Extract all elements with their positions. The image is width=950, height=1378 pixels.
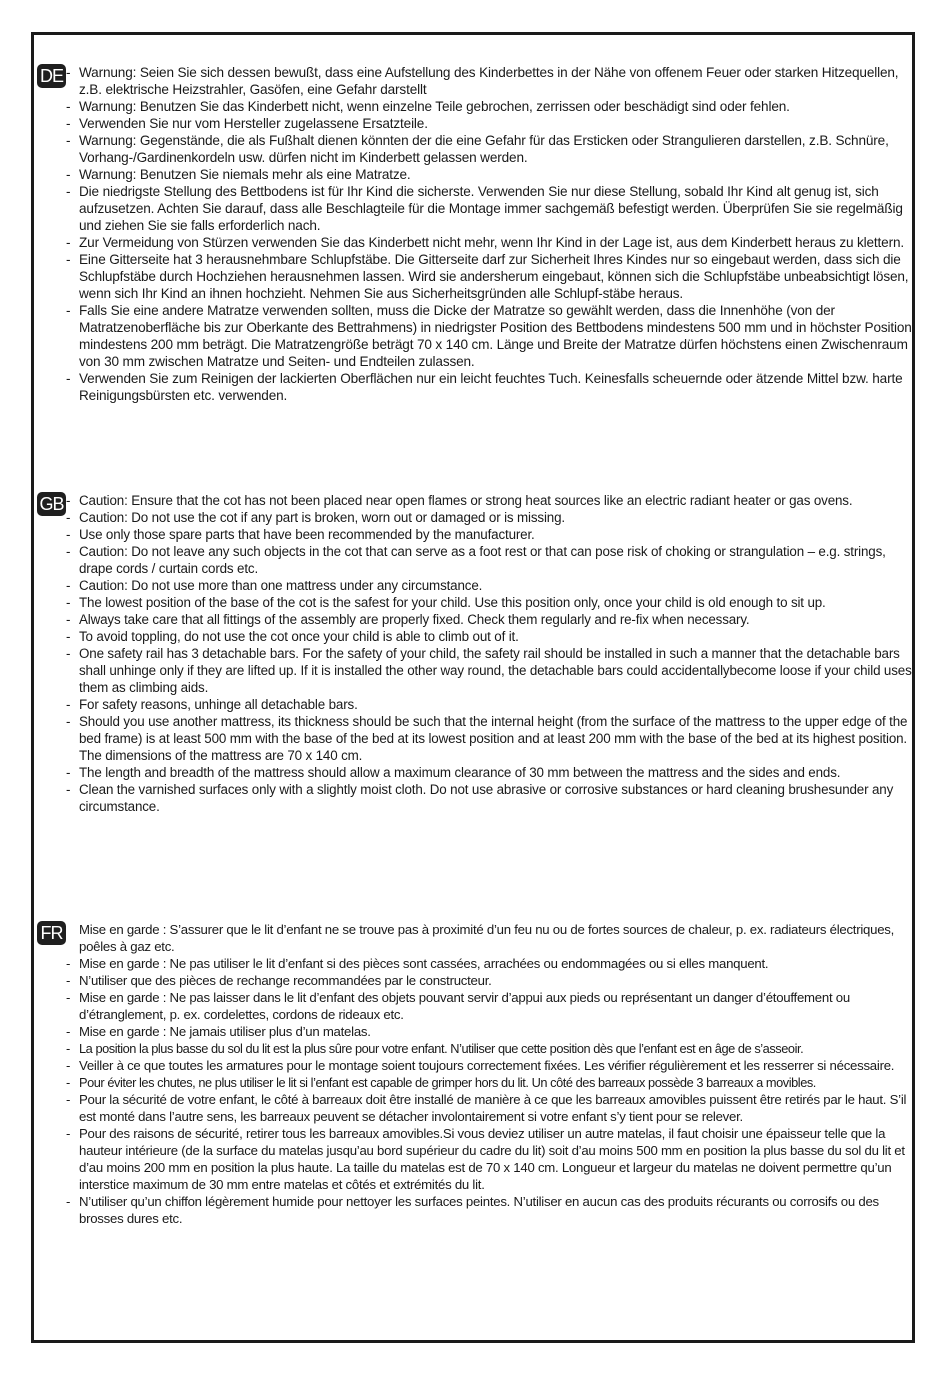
list-item: - Verwenden Sie zum Reinigen der lackierten Oberflächen nur ein leicht feuchtes Tuch. Keinesfalls scheuernde oder ätzende Mittel bzw. harte Reinigungsbürsten etc. verwenden. — [79, 370, 914, 404]
list-item: - Pour éviter les chutes, ne plus utiliser le lit si l’enfant est capable de grimper hors du lit. Un côté des barreaux possède 3 barreaux a movibles. — [79, 1074, 914, 1091]
list-item: - Warnung: Benutzen Sie das Kinderbett nicht, wenn einzelne Teile gebrochen, zerrissen oder beschädigt sind oder fehlen. — [79, 98, 914, 115]
warning-list-gb — [37, 492, 914, 815]
list-item: - Always take care that all fittings of the assembly are properly fixed. Check them regularly and re-fix when necessary. — [79, 611, 914, 628]
list-item: Mise en garde : S’assurer que le lit d’enfant ne se trouve pas à proximité d’un feu nu ou de fortes sources de chaleur, p. ex. radiateurs électriques, poêles à gaz etc. — [79, 922, 895, 954]
list-item: - Falls Sie eine andere Matratze verwenden sollten, muss die Dicke der Matratze so gewählt werden, dass die Innenhöhe (von der Matratzenoberfläche bis zur Oberkante des Bettrahmens) in niedrigster Position des Bettbodens mindestens 500 mm und in höchster Position mindestens 200 mm beträgt. Die Matratzengröße beträgt 70 x 140 cm. Länge und Breite der Matratze dürfen höchstens einen Zwischenraum von 30 mm zwischen Matratze und Seiten- und Endteilen zulassen. — [79, 302, 914, 370]
list-item: - One safety rail has 3 detachable bars. For the safety of your child, the safety rail should be installed in such a manner that the detachable bars shall unhinge only if they are lifted up. If it is installed the other way round, the detachable bars could accidentallybecome loose if your child uses them as climbing aids. — [79, 645, 914, 696]
language-badge-fr: FR — [37, 921, 66, 945]
list-item: - Caution: Do not use the cot if any part is broken, worn out or damaged or is missing. — [79, 509, 914, 526]
list-item: - N’utiliser que des pièces de rechange recommandées par le constructeur. — [79, 972, 914, 989]
list-item: - Warnung: Gegenstände, die als Fußhalt dienen könnten der die eine Gefahr für das Ersticken oder Strangulieren darstellen, z.B. Schnüre, Vorhang-/Gardinenkordeln usw. dürfen nicht im Kinderbett gelassen werden. — [79, 132, 914, 166]
list-item: - Caution: Do not leave any such objects in the cot that can serve as a foot rest or that can pose risk of choking or strangulation – e.g. strings, drape cords / curtain cords etc. — [79, 543, 914, 577]
list-item: - Verwenden Sie nur vom Hersteller zugelassene Ersatzteile. — [79, 115, 914, 132]
list-item: - Warnung: Seien Sie sich dessen bewußt, dass eine Aufstellung des Kinderbettes in der Nähe von offenem Feuer oder starken Hitzequellen, z.B. elektrische Heizstrahler, Gasöfen, eine Gefahr darstellt — [79, 64, 914, 98]
list-item: - Warnung: Benutzen Sie niemals mehr als eine Matratze. — [79, 166, 914, 183]
list-item: - Caution: Ensure that the cot has not been placed near open flames or strong heat sources like an electric radiant heater or gas ovens. — [79, 492, 914, 509]
list-item: - Mise en garde : Ne jamais utiliser plus d’un matelas. — [79, 1023, 914, 1040]
list-item: - For safety reasons, unhinge all detachable bars. — [79, 696, 914, 713]
list-item: - La position la plus basse du sol du lit est la plus sûre pour votre enfant. N’utiliser que cette position dès que l’enfant est en âge de s’asseoir. — [79, 1040, 914, 1057]
language-badge-de: DE — [37, 64, 66, 88]
section-gb — [37, 492, 914, 815]
list-item: - Mise en garde : Ne pas utiliser le lit d’enfant si des pièces sont cassées, arrachées ou endommagées ou si elles manquent. — [79, 955, 914, 972]
list-item: - Clean the varnished surfaces only with a slightly moist cloth. Do not use abrasive or corrosive substances or hard cleaning brushesunder any circumstance. — [79, 781, 914, 815]
warning-list-fr — [37, 921, 914, 1227]
list-item: - The lowest position of the base of the cot is the safest for your child. Use this position only, once your child is old enough to sit up. — [79, 594, 914, 611]
list-item: - Zur Vermeidung von Stürzen verwenden Sie das Kinderbett nicht mehr, wenn Ihr Kind in der Lage ist, aus dem Kinderbett heraus zu klettern. — [79, 234, 914, 251]
list-item: - Eine Gitterseite hat 3 herausnehmbare Schlupfstäbe. Die Gitterseite darf zur Sicherheit Ihres Kindes nur so eingebaut werden, dass sich die Schlupfstäbe durch Hochziehen herausnehmen lassen. Wird sie andersherum eingebaut, können sich die Schlupfstäbe unbeabsichtigt lösen, wenn sich Ihr Kind an ihnen hochzieht. Nehmen Sie aus Sicherheitsgründen alle Schlupf-stäbe heraus. — [79, 251, 914, 302]
list-item: - Pour la sécurité de votre enfant, le côté à barreaux doit être installé de manière à ce que les barreaux amovibles puissent être retirés par le haut. S’il est monté dans l’autre sens, les barreaux peuvent se détacher involontairement si votre enfant s’y tient pour se relever. — [79, 1091, 914, 1125]
list-item: - Die niedrigste Stellung des Bettbodens ist für Ihr Kind die sicherste. Verwenden Sie nur diese Stellung, sobald Ihr Kind alt genug ist, sich aufzusetzen. Achten Sie darauf, dass alle Beschlagteile für die Montage immer sachgemäß befestigt werden. Überprüfen Sie sie regelmäßig und ziehen Sie sie falls erforderlich nach. — [79, 183, 914, 234]
list-item: - Use only those spare parts that have been recommended by the manufacturer. — [79, 526, 914, 543]
warning-list-de — [37, 64, 914, 404]
list-item: - Should you use another mattress, its thickness should be such that the internal height (from the surface of the mattress to the upper edge of the bed frame) is at least 500 mm with the base of the bed at its lowest position and at least 200 mm with the base of the bed at its highest position. The dimensions of the mattress are 70 x 140 cm. — [79, 713, 914, 764]
list-item: - To avoid toppling, do not use the cot once your child is able to climb out of it. — [79, 628, 914, 645]
list-item: - Caution: Do not use more than one mattress under any circumstance. — [79, 577, 914, 594]
list-item: - Veiller à ce que toutes les armatures pour le montage soient toujours correctement fixées. Les vérifier régulièrement et les resserrer si nécessaire. — [79, 1057, 914, 1074]
section-fr — [37, 921, 914, 1227]
list-item: - Mise en garde : Ne pas laisser dans le lit d’enfant des objets pouvant servir d’appui aux pieds ou représentant un danger d’étouffement ou d’étranglement, p. ex. cordelettes, cordons de rideaux etc. — [79, 989, 914, 1023]
list-item: - Pour des raisons de sécurité, retirer tous les barreaux amovibles.Si vous deviez utiliser un autre matelas, il faut choisir une épaisseur telle que la hauteur intérieure (de la surface du matelas jusqu’au bord supérieur du cadre du lit) soit d’au moins 500 mm en position la plus basse du sol du lit et d’au moins 200 mm en position la plus haute. La taille du matelas est de 70 x 140 cm. Longueur et largeur du matelas ne doivent permettre qu’un interstice maximum de 30 mm entre matelas et côtés et extrémités du lit. — [79, 1125, 914, 1193]
section-de — [37, 64, 914, 404]
list-item: - The length and breadth of the mattress should allow a maximum clearance of 30 mm between the mattress and the sides and ends. — [79, 764, 914, 781]
language-badge-gb: GB — [37, 492, 66, 516]
list-item: - N’utiliser qu’un chiffon légèrement humide pour nettoyer les surfaces peintes. N’utiliser en aucun cas des produits récurants ou corrosifs ou des brosses dures etc. — [79, 1193, 914, 1227]
